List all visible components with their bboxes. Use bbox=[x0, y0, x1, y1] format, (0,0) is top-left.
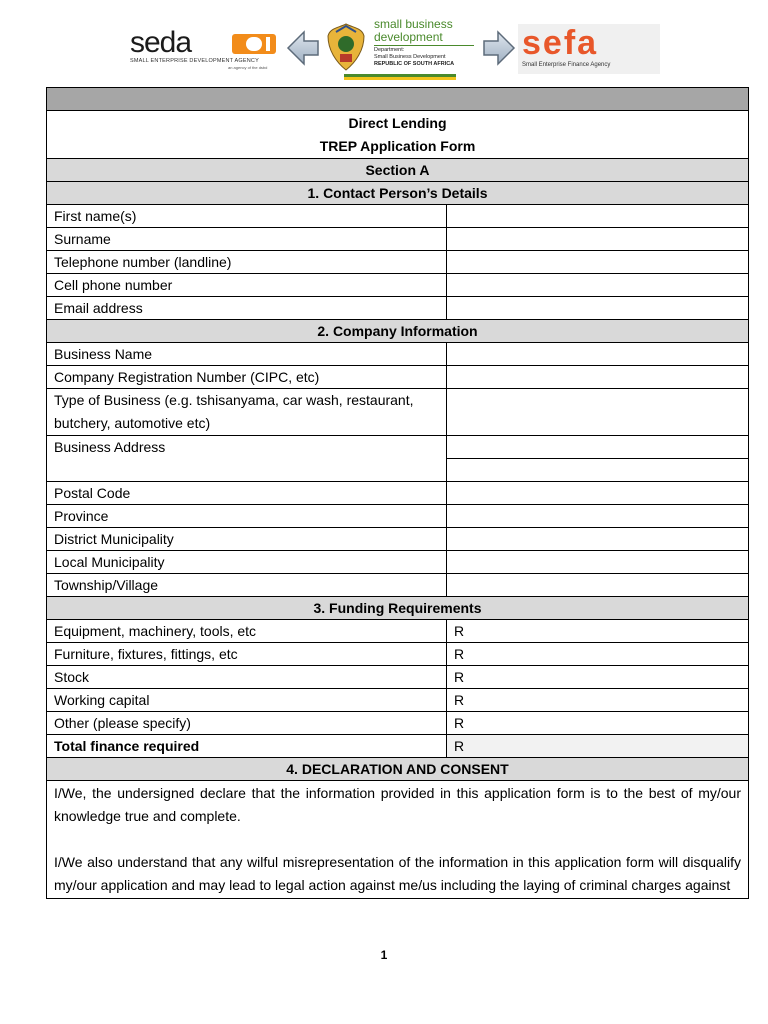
local-municipality-label: Local Municipality bbox=[47, 551, 447, 574]
business-name-field[interactable] bbox=[447, 343, 749, 366]
table-row bbox=[47, 228, 749, 251]
district-label: District Municipality bbox=[47, 528, 447, 551]
business-name-label: Business Name bbox=[47, 343, 447, 366]
postal-code-label: Postal Code bbox=[47, 482, 447, 505]
stock-label: Stock bbox=[47, 666, 447, 689]
business-address-field-1[interactable] bbox=[447, 436, 749, 459]
dsbd-rule bbox=[374, 45, 474, 46]
sefa-subtitle: Small Enterprise Finance Agency bbox=[522, 62, 611, 68]
page-number: 1 bbox=[380, 948, 388, 962]
dsbd-title-line2: development bbox=[374, 30, 443, 44]
table-row bbox=[47, 735, 749, 758]
table-row bbox=[47, 666, 749, 689]
postal-code-field[interactable] bbox=[447, 482, 749, 505]
township-field[interactable] bbox=[447, 574, 749, 597]
district-field[interactable] bbox=[447, 528, 749, 551]
township-label: Township/Village bbox=[47, 574, 447, 597]
section-a-heading: Section A bbox=[47, 159, 749, 182]
dsbd-logo bbox=[324, 18, 476, 82]
stock-field[interactable]: R bbox=[447, 666, 749, 689]
table-row bbox=[47, 620, 749, 643]
table-row bbox=[47, 436, 749, 459]
dsbd-dept-line1: Department: bbox=[374, 47, 405, 53]
table-row bbox=[47, 389, 749, 436]
funding-heading: 3. Funding Requirements bbox=[47, 597, 749, 620]
furniture-field[interactable]: R bbox=[447, 643, 749, 666]
other-label: Other (please specify) bbox=[47, 712, 447, 735]
table-row bbox=[47, 297, 749, 320]
other-field[interactable]: R bbox=[447, 712, 749, 735]
equipment-label: Equipment, machinery, tools, etc bbox=[47, 620, 447, 643]
email-label: Email address bbox=[47, 297, 447, 320]
telephone-field[interactable] bbox=[447, 251, 749, 274]
cellphone-label: Cell phone number bbox=[47, 274, 447, 297]
table-row bbox=[47, 343, 749, 366]
seda-wordmark: seda bbox=[130, 26, 192, 59]
table-row bbox=[47, 643, 749, 666]
dsbd-color-band bbox=[344, 74, 456, 80]
seda-tagline: an agency of the dsbd bbox=[228, 65, 268, 70]
email-field[interactable] bbox=[447, 297, 749, 320]
table-row bbox=[47, 551, 749, 574]
seda-mark-icon bbox=[232, 34, 276, 54]
type-of-business-field[interactable] bbox=[447, 389, 749, 436]
table-row bbox=[47, 528, 749, 551]
table-row bbox=[47, 712, 749, 735]
coat-of-arms-icon bbox=[326, 22, 366, 72]
declaration-paragraph-1: I/We, the undersigned declare that the information provided in this application form is to the best of my/our knowledge true and complete. bbox=[54, 785, 741, 824]
first-name-label: First name(s) bbox=[47, 205, 447, 228]
declaration-heading: 4. DECLARATION AND CONSENT bbox=[47, 758, 749, 781]
furniture-label: Furniture, fixtures, fittings, etc bbox=[47, 643, 447, 666]
sefa-wordmark: sefa bbox=[522, 24, 599, 62]
declaration-paragraph-2: I/We also understand that any wilful misrepresentation of the information in this application form will disqualify my/our application and may lead to legal action against me/us including the laying of criminal charges against bbox=[54, 854, 741, 893]
seda-logo bbox=[128, 24, 280, 74]
business-address-field-2[interactable] bbox=[447, 459, 749, 482]
company-info-heading: 2. Company Information bbox=[47, 320, 749, 343]
reg-number-field[interactable] bbox=[447, 366, 749, 389]
type-of-business-label: Type of Business (e.g. tshisanyama, car wash, restaurant, butchery, automotive etc) bbox=[47, 389, 447, 436]
form-title-line1: Direct Lending bbox=[348, 115, 447, 131]
equipment-field[interactable]: R bbox=[447, 620, 749, 643]
surname-label: Surname bbox=[47, 228, 447, 251]
business-address-label: Business Address bbox=[47, 436, 447, 482]
table-row bbox=[47, 574, 749, 597]
reg-number-label: Company Registration Number (CIPC, etc) bbox=[47, 366, 447, 389]
table-row bbox=[47, 689, 749, 712]
application-form-table bbox=[46, 87, 749, 899]
table-row bbox=[47, 274, 749, 297]
dsbd-title-line1: small business bbox=[374, 17, 453, 31]
working-capital-label: Working capital bbox=[47, 689, 447, 712]
table-row bbox=[47, 366, 749, 389]
table-row bbox=[47, 482, 749, 505]
surname-field[interactable] bbox=[447, 228, 749, 251]
table-row bbox=[47, 505, 749, 528]
form-top-bar bbox=[47, 88, 749, 111]
local-municipality-field[interactable] bbox=[447, 551, 749, 574]
contact-details-heading: 1. Contact Person’s Details bbox=[47, 182, 749, 205]
header-logos bbox=[0, 18, 768, 88]
table-row bbox=[47, 251, 749, 274]
form-title bbox=[47, 111, 749, 159]
declaration-spacer bbox=[54, 828, 741, 851]
seda-subtitle: SMALL ENTERPRISE DEVELOPMENT AGENCY bbox=[130, 58, 259, 64]
declaration-text bbox=[47, 781, 749, 899]
total-finance-field[interactable]: R bbox=[447, 735, 749, 758]
arrow-right-icon bbox=[482, 28, 516, 68]
sefa-logo bbox=[518, 24, 660, 74]
telephone-label: Telephone number (landline) bbox=[47, 251, 447, 274]
working-capital-field[interactable]: R bbox=[447, 689, 749, 712]
cellphone-field[interactable] bbox=[447, 274, 749, 297]
dsbd-dept-line2: Small Business Development bbox=[374, 54, 446, 60]
province-field[interactable] bbox=[447, 505, 749, 528]
dsbd-dept-line3: REPUBLIC OF SOUTH AFRICA bbox=[374, 61, 455, 67]
table-row bbox=[47, 205, 749, 228]
dsbd-department bbox=[374, 47, 454, 68]
form-title-line2: TREP Application Form bbox=[319, 138, 476, 154]
arrow-left-icon bbox=[286, 28, 320, 68]
province-label: Province bbox=[47, 505, 447, 528]
total-finance-label: Total finance required bbox=[47, 735, 447, 758]
first-name-field[interactable] bbox=[447, 205, 749, 228]
